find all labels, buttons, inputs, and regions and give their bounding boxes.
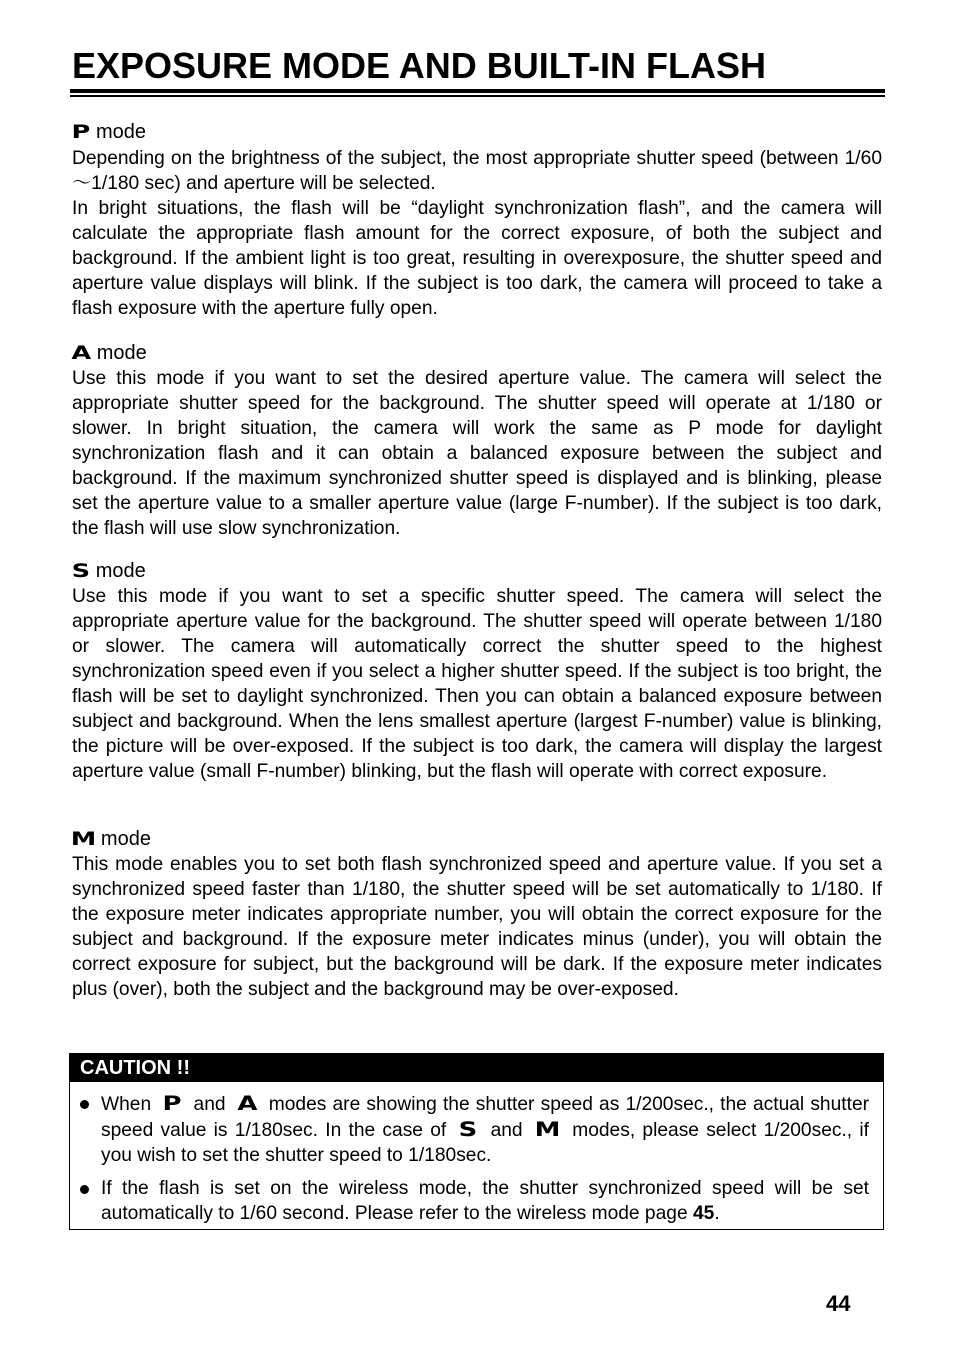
bullet-1-mid: modes are showing the shutter speed as 1/200sec., the actual shutter speed value is 1/180sec. In the case of	[101, 1094, 869, 1141]
bullet-1-mode-p: P	[162, 1092, 182, 1115]
caution-header-bar	[70, 1054, 883, 1082]
m-mode-text: This mode enables you to set both flash synchronized speed and aperture value. If you set a synchronized speed faster than 1/180, the shutter speed will be set automatically to 1/180. If the exposure meter indicates appropriate number, you will obtain the correct exposure for the subject and background. If the exposure meter indicates minus (under), you will obtain the correct exposure for subject, but the background will be dark. If the exposure meter indicates plus (over), both the subject and the background may be over-exposed.	[72, 854, 882, 1000]
bullet-1-mode-a: A	[237, 1092, 258, 1115]
bullet-2-page-ref: 45	[692, 1203, 715, 1224]
s-mode-letter: S	[71, 560, 91, 582]
m-mode-letter: M	[70, 828, 97, 850]
a-mode-label: mode	[96, 342, 147, 364]
p-mode-section	[72, 119, 882, 321]
a-mode-text: Use this mode if you want to set the desired aperture value. The camera will select the appropriate shutter speed for the background. The shutter speed will operate at 1/180 or slower. In bright situation, the camera will work the same as P mode for daylight synchronization flash and it can obtain a balanced exposure between the subject and background. If the maximum synchronized shutter speed is displayed and is blinking, please set the aperture value to a smaller aperture value (large F-number). If the subject is too dark, the flash will use slow synchronization.	[72, 368, 882, 539]
title-rule-thin	[70, 95, 885, 97]
bullet-1-and-1: and	[193, 1094, 226, 1115]
a-mode-section	[72, 340, 882, 541]
bullet-1-mode-s: S	[459, 1118, 478, 1141]
bullet-1-and-2: and	[490, 1120, 523, 1141]
m-mode-section	[72, 826, 882, 1002]
bullet-1-mode-m: M	[534, 1118, 561, 1141]
bullet-1-post: modes, please select 1/200sec., if you wish to set the shutter speed to 1/180sec.	[101, 1120, 869, 1166]
page-title: EXPOSURE MODE AND BUILT-IN FLASH	[72, 45, 767, 86]
bullet-icon	[80, 1100, 89, 1109]
p-mode-letter: P	[71, 121, 91, 143]
bullet-2-end: .	[714, 1203, 720, 1224]
m-mode-label: mode	[100, 828, 151, 850]
p-mode-text-1: Depending on the brightness of the subject, the most appropriate shutter speed (between 1/60～1/180 sec) and aperture will be selected.	[72, 148, 882, 194]
s-mode-label: mode	[95, 560, 146, 582]
p-mode-text-2: In bright situations, the flash will be “daylight synchronization flash”, and the camera will calculate the appropriate flash amount for the correct exposure, of both the subject and background. If the ambient light is too great, resulting in overexposure, the shutter speed and aperture value displays will blink. If the subject is too dark, the camera will proceed to take a flash exposure with the aperture fully open.	[72, 198, 882, 319]
m-mode-heading	[72, 826, 882, 852]
bullet-1-pre: When	[101, 1094, 152, 1115]
p-mode-label: mode	[95, 121, 146, 143]
bullet-icon	[80, 1185, 89, 1194]
caution-box	[69, 1053, 884, 1230]
caution-title: CAUTION !!	[80, 1057, 190, 1079]
p-mode-heading	[72, 119, 882, 145]
s-mode-section	[72, 558, 882, 784]
page-number: 44	[826, 1291, 851, 1316]
s-mode-text: Use this mode if you want to set a specific shutter speed. The camera will select the appropriate aperture value for the background. The shutter speed will operate between 1/180 or slower. The camera will automatically correct the shutter speed to the highest synchronization speed even if you select a higher shutter speed. If the subject is too bright, the flash will be set to daylight synchronized. Then you can obtain a balanced exposure between subject and background. When the lens smallest aperture (largest F-number) value is blinking, the picture will be over-exposed. If the subject is too dark, the camera will display the largest aperture value (small F-number) blinking, but the flash will operate with correct exposure.	[72, 586, 882, 782]
a-mode-heading	[72, 340, 882, 366]
title-rule-thick	[70, 89, 885, 93]
caution-bullet-2-text	[101, 1176, 869, 1226]
caution-bullet-1-text	[101, 1091, 869, 1168]
s-mode-heading	[72, 558, 882, 584]
a-mode-letter: A	[71, 342, 92, 364]
bullet-2-text: If the flash is set on the wireless mode, the shutter synchronized speed will be set automatically to 1/60 second. Please refer to the wireless mode page	[101, 1178, 869, 1224]
